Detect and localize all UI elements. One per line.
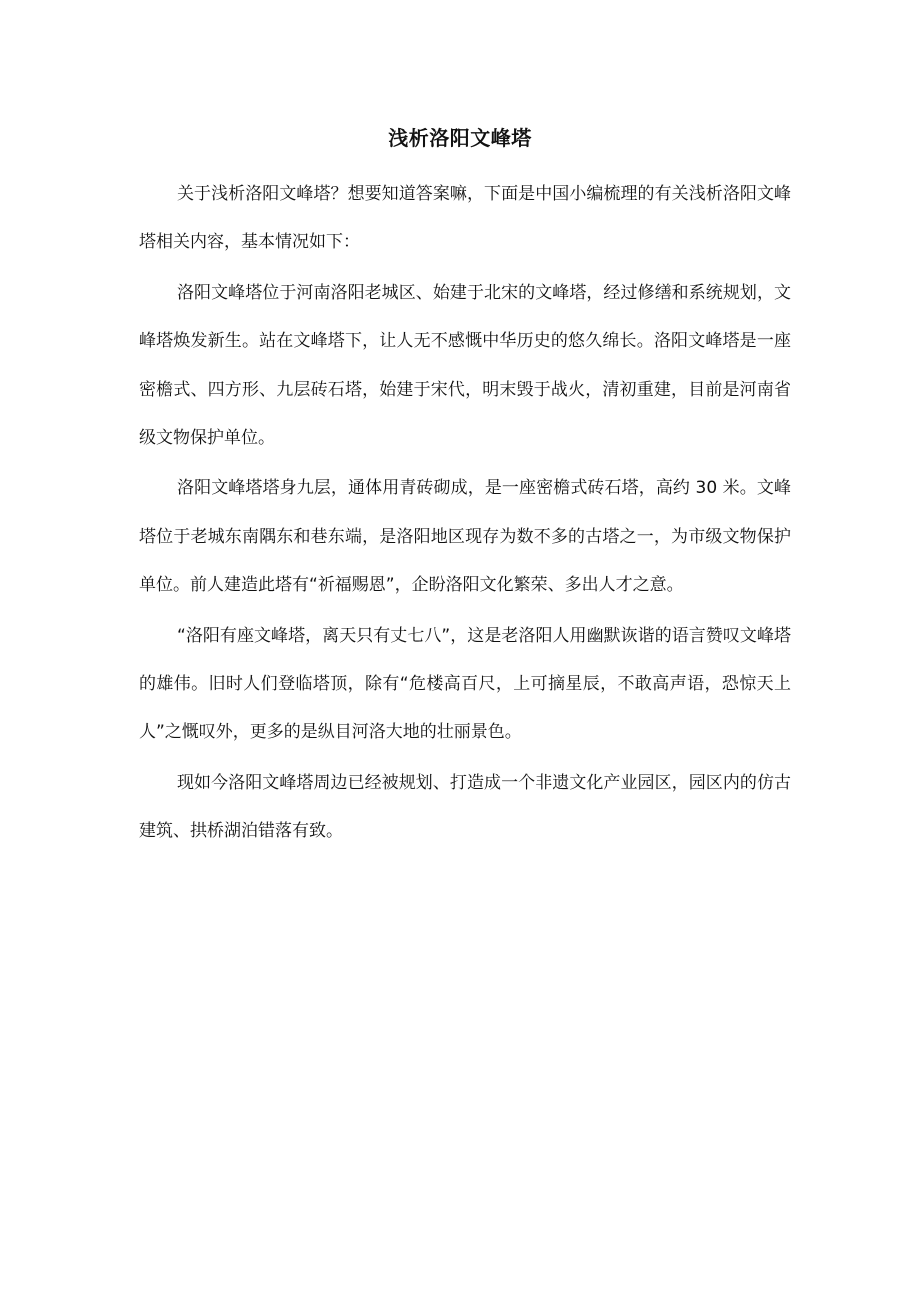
- paragraph-intro: 关于浅析洛阳文峰塔？想要知道答案嘛，下面是中国小编梳理的有关浅析洛阳文峰塔相关内容，基本情况如下：: [139, 184, 791, 253]
- document-body: [139, 170, 791, 858]
- document-title: 浅析洛阳文峰塔: [388, 126, 532, 150]
- paragraph-today: 现如今洛阳文峰塔周边已经被规划、打造成一个非遗文化产业园区，园区内的仿古建筑、拱桥湖泊错落有致。: [139, 772, 791, 842]
- paragraph-location: 洛阳文峰塔位于河南洛阳老城区、始建于北宋的文峰塔，经过修缮和系统规划，文峰塔焕发新生。站在文峰塔下，让人无不感慨中华历史的悠久绵长。洛阳文峰塔是一座密檐式、四方形、九层砖石塔，始建于宋代，明末毁于战火，清初重建，目前是河南省级文物保护单位。: [139, 282, 791, 449]
- paragraph-structure: 洛阳文峰塔塔身九层，通体用青砖砌成，是一座密檐式砖石塔，高约 30 米。文峰塔位于老城东南隅东和巷东端，是洛阳地区现存为数不多的古塔之一，为市级文物保护单位。前人建造此塔有“祈福赐恩”，企盼洛阳文化繁荣、多出人才之意。: [139, 478, 791, 596]
- paragraph-saying: “洛阳有座文峰塔，离天只有丈七八”，这是老洛阳人用幽默诙谐的语言赞叹文峰塔的雄伟。旧时人们登临塔顶，除有“危楼高百尺，上可摘星辰，不敢高声语，恐惊天上人”之慨叹外，更多的是纵目河洛大地的壮丽景色。: [139, 625, 791, 743]
